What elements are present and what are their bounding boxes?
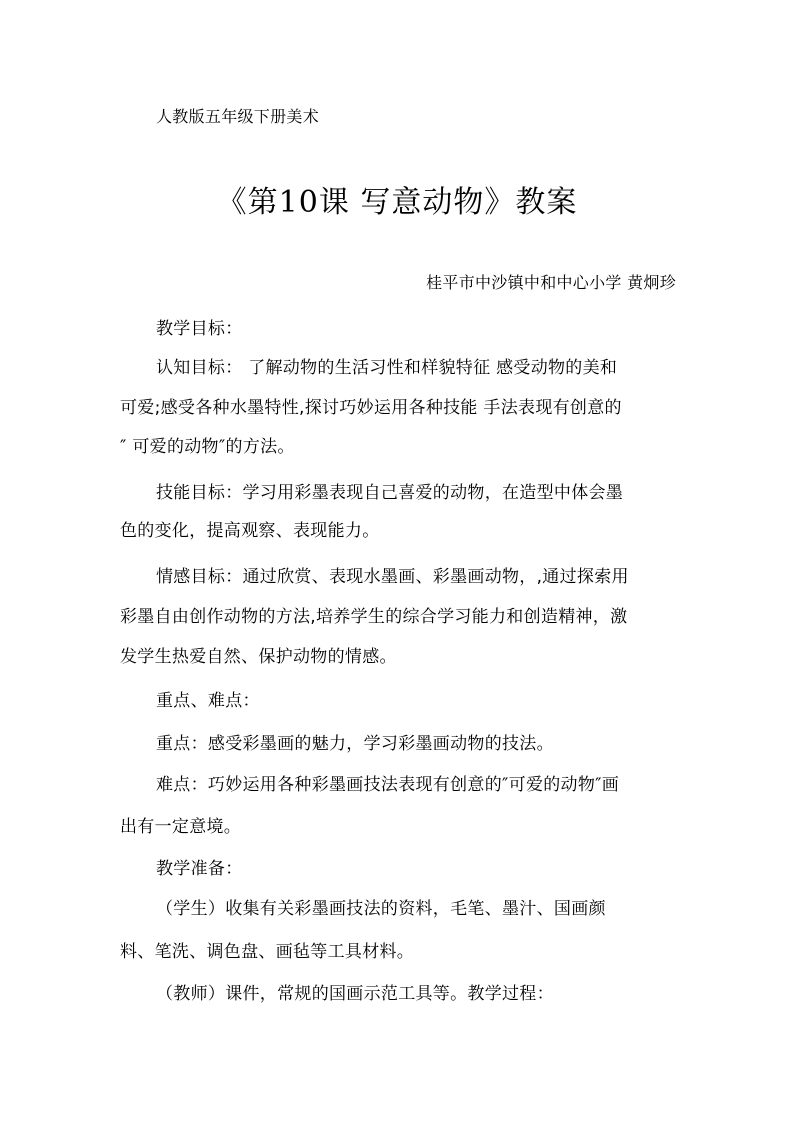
textbook-subtitle: 人教版五年级下册美术	[156, 107, 320, 126]
paragraph-line: （教师）课件，常规的国画示范工具等。教学过程：	[156, 984, 554, 1004]
author-line: 桂平市中沙镇中和中心小学 黄炯珍	[426, 273, 676, 292]
paragraph-line: 发学生热爱自然、保护动物的情感。	[120, 647, 397, 667]
paragraph-line: 彩墨自由创作动物的方法,培养学生的综合学习能力和创造精神，激	[120, 607, 628, 627]
section-heading-objectives: 教学目标：	[156, 319, 243, 339]
paragraph-line: 难点：巧妙运用各种彩墨画技法表现有创意的″可爱的动物″画	[156, 775, 620, 795]
paragraph-line: 可爱;感受各种水墨特性,探讨巧妙运用各种技能 手法表现有创意的	[120, 398, 622, 418]
paragraph-line: 情感目标：通过欣赏、表现水墨画、彩墨画动物，,通过探索用	[156, 567, 629, 587]
paragraph-line: （学生）收集有关彩墨画技法的资料，毛笔、墨汁、国画颜	[156, 899, 606, 919]
section-heading-preparation: 教学准备：	[156, 859, 243, 879]
paragraph-line: 出有一定意境。	[120, 817, 242, 837]
paragraph-line: ″ 可爱的动物″的方法。	[120, 437, 295, 457]
paragraph-line: 色的变化，提高观察、表现能力。	[120, 521, 380, 541]
document-title: 《第10课 写意动物》教案	[216, 185, 578, 220]
paragraph-line: 重点：感受彩墨画的魅力，学习彩墨画动物的技法。	[156, 734, 554, 754]
paragraph-line: 认知目标： 了解动物的生活习性和样貌特征 感受动物的美和	[156, 358, 618, 378]
paragraph-line: 技能目标：学习用彩墨表现自己喜爱的动物，在造型中体会墨	[156, 483, 624, 503]
paragraph-line: 料、笔洗、调色盘、画毡等工具材料。	[120, 942, 415, 962]
section-heading-key-points: 重点、难点：	[156, 691, 260, 711]
